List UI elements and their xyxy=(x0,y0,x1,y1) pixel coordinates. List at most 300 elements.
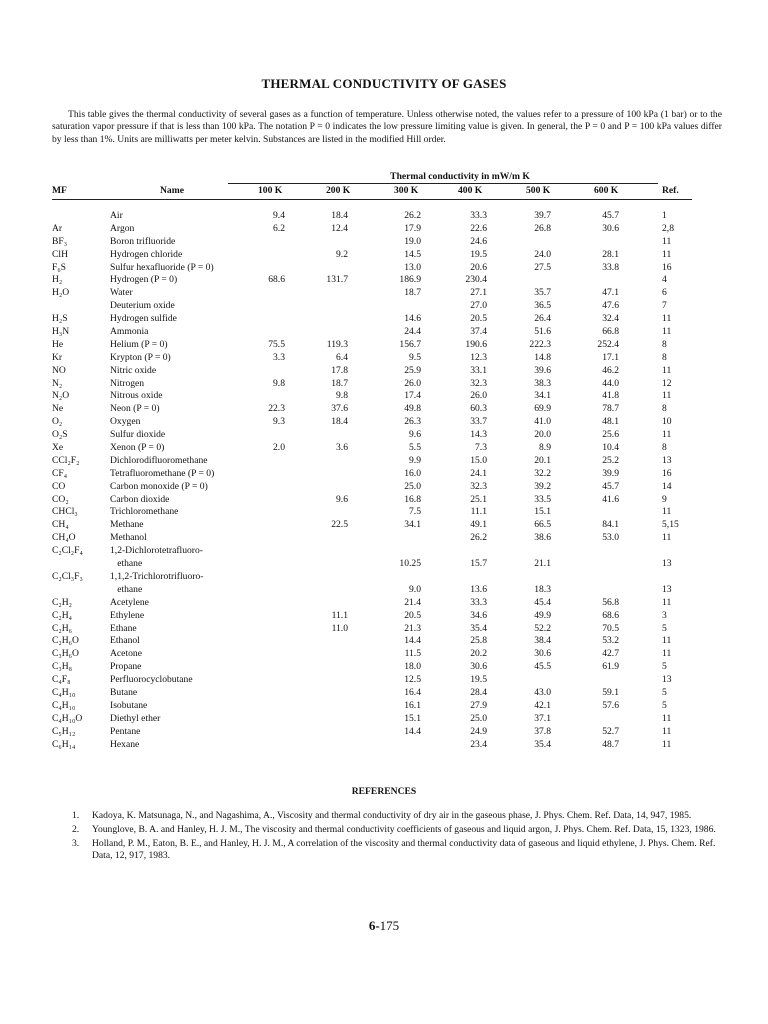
value-100k: 9.3 xyxy=(273,416,285,428)
row-ref: 12 xyxy=(662,377,672,389)
value-200k: 18.4 xyxy=(331,210,348,221)
row-formula: Ne xyxy=(52,403,64,415)
row-name: Methane xyxy=(110,519,144,531)
value-100k: 9.8 xyxy=(273,377,285,389)
table-row xyxy=(0,390,768,403)
value-400k: 27.0 xyxy=(470,300,487,312)
row-name: Ammonia xyxy=(110,326,149,338)
row-name: Helium (P = 0) xyxy=(110,338,168,350)
table-row xyxy=(0,300,768,313)
row-formula: C₄H₁₀ xyxy=(52,686,76,698)
value-400k: 37.4 xyxy=(470,326,487,338)
value-400k: 27.9 xyxy=(470,699,487,711)
row-name: Hydrogen chloride xyxy=(110,248,183,260)
references-list xyxy=(72,810,722,864)
row-name: Sulfur hexafluoride (P = 0) xyxy=(110,261,214,273)
value-600k: 44.0 xyxy=(602,377,619,389)
value-300k: 7.5 xyxy=(409,506,421,518)
row-ref: 8 xyxy=(662,403,667,415)
value-400k: 22.6 xyxy=(470,222,487,234)
table-row xyxy=(0,713,768,726)
value-200k: 18.7 xyxy=(331,377,348,389)
row-formula: CCl₂F₂ xyxy=(52,454,80,466)
value-300k: 26.3 xyxy=(404,416,421,428)
row-formula: C₂H₆ xyxy=(52,622,73,634)
value-500k: 49.9 xyxy=(534,609,551,621)
value-600k: 57.6 xyxy=(602,699,619,711)
table-row xyxy=(0,262,768,275)
value-300k: 16.0 xyxy=(404,467,421,479)
row-ref: 8 xyxy=(662,351,667,363)
table-row xyxy=(0,326,768,339)
row-ref: 11 xyxy=(662,248,672,260)
value-400k: 60.3 xyxy=(470,403,487,415)
value-500k: 38.4 xyxy=(534,635,551,647)
value-500k: 51.6 xyxy=(534,326,551,338)
value-100k: 2.0 xyxy=(273,442,285,454)
row-ref: 11 xyxy=(662,326,672,338)
table-row xyxy=(0,494,768,507)
reference-text: Holland, P. M., Eaton, B. E., and Hanley, H. J. M., A correlation of the viscosity and thermal conductivity data of gaseous and liquid ethylene, J. Phys. Chem. Ref. Data, 12, 917, 1983. xyxy=(92,837,716,862)
row-name: Methanol xyxy=(110,532,147,544)
value-300k: 13.0 xyxy=(404,261,421,273)
row-name: Tetrafluoromethane (P = 0) xyxy=(110,467,215,479)
table-row xyxy=(0,429,768,442)
value-400k: 24.1 xyxy=(470,467,487,479)
value-600k: 52.7 xyxy=(602,725,619,737)
row-ref: 11 xyxy=(662,313,672,325)
row-ref: 13 xyxy=(662,674,672,686)
table-row xyxy=(0,313,768,326)
table-row xyxy=(0,274,768,287)
row-formula: CHCl₃ xyxy=(52,506,78,518)
value-600k: 59.1 xyxy=(602,686,619,698)
value-400k: 15.7 xyxy=(470,558,487,570)
value-300k: 21.3 xyxy=(404,622,421,634)
row-name: Krypton (P = 0) xyxy=(110,351,171,363)
row-name: Acetone xyxy=(110,648,142,660)
value-300k: 9.5 xyxy=(409,351,421,363)
value-600k: 25.6 xyxy=(602,429,619,441)
row-ref: 6 xyxy=(662,287,667,299)
value-300k: 18.7 xyxy=(404,287,421,299)
row-name: Dichlorodifluoromethane xyxy=(110,454,208,466)
value-400k: 20.5 xyxy=(470,313,487,325)
value-500k: 15.1 xyxy=(534,506,551,518)
value-200k: 11.0 xyxy=(331,622,348,634)
value-300k: 26.0 xyxy=(404,377,421,389)
value-400k: 33.7 xyxy=(470,416,487,428)
row-formula: C₂Cl₃F₃ xyxy=(52,570,83,582)
row-name: Boron trifluoride xyxy=(110,235,176,247)
value-300k: 5.5 xyxy=(409,442,421,454)
row-formula: CO₂ xyxy=(52,493,69,505)
value-600k: 45.7 xyxy=(602,480,619,492)
value-200k: 9.6 xyxy=(336,493,348,505)
row-name: Water xyxy=(110,287,133,299)
row-formula: Xe xyxy=(52,442,64,454)
value-200k: 37.6 xyxy=(331,403,348,415)
row-formula: C₄F₈ xyxy=(52,674,71,686)
value-300k: 34.1 xyxy=(404,519,421,531)
row-name: Sulfur dioxide xyxy=(110,429,166,441)
row-ref: 11 xyxy=(662,635,672,647)
table-row xyxy=(0,378,768,391)
row-ref: 13 xyxy=(662,583,672,595)
value-300k: 16.1 xyxy=(404,699,421,711)
value-300k: 186.9 xyxy=(399,274,421,286)
page-number xyxy=(0,918,768,934)
table-row xyxy=(0,674,768,687)
row-name: Diethyl ether xyxy=(110,712,161,724)
value-500k: 33.5 xyxy=(534,493,551,505)
value-400k: 27.1 xyxy=(470,287,487,299)
value-500k: 20.0 xyxy=(534,429,551,441)
value-400k: 23.4 xyxy=(470,738,487,750)
value-300k: 10.25 xyxy=(399,558,421,570)
row-ref: 5 xyxy=(662,661,667,673)
row-ref: 3 xyxy=(662,609,667,621)
row-ref: 13 xyxy=(662,558,672,570)
table-row xyxy=(0,455,768,468)
value-400k: 26.2 xyxy=(470,532,487,544)
value-300k: 17.9 xyxy=(404,222,421,234)
value-200k: 9.2 xyxy=(336,248,348,260)
header-400k: 400 K xyxy=(458,185,483,196)
value-100k: 3.3 xyxy=(273,351,285,363)
value-400k: 30.6 xyxy=(470,661,487,673)
row-formula: NO xyxy=(52,364,66,376)
column-group-heading: Thermal conductivity in mW/m K xyxy=(390,171,530,182)
row-name: Xenon (P = 0) xyxy=(110,442,165,454)
value-200k: 6.4 xyxy=(336,351,348,363)
group-heading-rule xyxy=(228,183,658,184)
row-formula: ClH xyxy=(52,248,68,260)
value-200k: 17.8 xyxy=(331,364,348,376)
row-formula: C₂H₆O xyxy=(52,635,79,647)
row-name: Argon xyxy=(110,222,135,234)
row-formula: CF₄ xyxy=(52,467,68,479)
value-300k: 15.1 xyxy=(404,712,421,724)
value-400k: 19.5 xyxy=(470,674,487,686)
value-100k: 9.4 xyxy=(273,210,285,221)
value-400k: 230.4 xyxy=(465,274,487,286)
value-100k: 68.6 xyxy=(268,274,285,286)
table-row xyxy=(0,635,768,648)
row-formula: CH₄ xyxy=(52,519,69,531)
value-500k: 39.2 xyxy=(534,480,551,492)
value-400k: 13.6 xyxy=(470,583,487,595)
reference-item xyxy=(72,810,722,823)
value-400k: 25.8 xyxy=(470,635,487,647)
row-formula: CO xyxy=(52,480,66,492)
row-formula: F₆S xyxy=(52,261,67,273)
row-name: Oxygen xyxy=(110,416,141,428)
value-100k: 22.3 xyxy=(268,403,285,415)
table-body xyxy=(0,210,768,751)
table-row xyxy=(0,352,768,365)
table-row xyxy=(0,739,768,752)
value-500k: 34.1 xyxy=(534,390,551,402)
reference-number: 1. xyxy=(72,810,80,821)
row-ref: 11 xyxy=(662,506,672,518)
row-formula: C₃H₈ xyxy=(52,661,73,673)
table-row xyxy=(0,365,768,378)
row-name: ethane xyxy=(110,583,143,595)
row-name: Carbon dioxide xyxy=(110,493,170,505)
row-name: Hydrogen (P = 0) xyxy=(110,274,178,286)
row-name: 1,1,2-Trichlorotrifluoro- xyxy=(110,570,204,582)
value-200k: 18.4 xyxy=(331,416,348,428)
page-number-chapter: 6- xyxy=(368,918,380,933)
value-200k: 12.4 xyxy=(331,222,348,234)
value-500k: 26.4 xyxy=(534,313,551,325)
references-title: REFERENCES xyxy=(351,786,417,797)
value-500k: 41.0 xyxy=(534,416,551,428)
row-formula: C₂H₂ xyxy=(52,596,73,608)
value-600k: 41.8 xyxy=(602,390,619,402)
value-600k: 78.7 xyxy=(602,403,619,415)
table-row xyxy=(0,339,768,352)
row-formula: O₂ xyxy=(52,416,63,428)
row-ref: 13 xyxy=(662,454,672,466)
table-row xyxy=(0,236,768,249)
table-row xyxy=(0,661,768,674)
row-name: 1,2-Dichlorotetrafluoro- xyxy=(110,545,203,557)
table-row xyxy=(0,403,768,416)
row-ref: 11 xyxy=(662,390,672,402)
value-400k: 20.6 xyxy=(470,261,487,273)
row-formula: C₂H₄ xyxy=(52,609,73,621)
value-600k: 10.4 xyxy=(602,442,619,454)
row-name: Hydrogen sulfide xyxy=(110,313,177,325)
value-300k: 11.5 xyxy=(404,648,421,660)
value-300k: 9.6 xyxy=(409,429,421,441)
value-600k: 53.0 xyxy=(602,532,619,544)
value-500k: 222.3 xyxy=(529,338,551,350)
row-name: Trichloromethane xyxy=(110,506,179,518)
row-ref: 9 xyxy=(662,493,667,505)
row-formula: H₂O xyxy=(52,287,70,299)
table-row xyxy=(0,584,768,597)
value-300k: 19.0 xyxy=(404,235,421,247)
row-formula: C₂Cl₂F₄ xyxy=(52,545,83,557)
reference-text: Younglove, B. A. and Hanley, H. J. M., The viscosity and thermal conductivity coefficients of gaseous and liquid argon, J. Phys. Chem. Ref. Data, 15, 1323, 1986. xyxy=(92,823,716,835)
row-ref: 14 xyxy=(662,480,672,492)
header-ref: Ref. xyxy=(662,185,679,196)
value-500k: 24.0 xyxy=(534,248,551,260)
value-300k: 14.6 xyxy=(404,313,421,325)
table-row xyxy=(0,623,768,636)
value-600k: 45.7 xyxy=(602,210,619,221)
value-300k: 21.4 xyxy=(404,596,421,608)
row-ref: 11 xyxy=(662,648,672,660)
row-ref: 4 xyxy=(662,274,667,286)
table-row xyxy=(0,481,768,494)
value-400k: 24.6 xyxy=(470,235,487,247)
value-600k: 42.7 xyxy=(602,648,619,660)
row-ref: 7 xyxy=(662,300,667,312)
row-name: Perfluorocyclobutane xyxy=(110,674,193,686)
row-formula: H₃N xyxy=(52,326,70,338)
value-400k: 33.3 xyxy=(470,210,487,221)
row-ref: 11 xyxy=(662,725,672,737)
value-500k: 43.0 xyxy=(534,686,551,698)
table-row xyxy=(0,571,768,584)
row-ref: 11 xyxy=(662,364,672,376)
row-ref: 5 xyxy=(662,686,667,698)
value-400k: 7.3 xyxy=(475,442,487,454)
value-300k: 14.5 xyxy=(404,248,421,260)
row-formula: Ar xyxy=(52,222,63,234)
value-500k: 37.8 xyxy=(534,725,551,737)
row-name: Carbon monoxide (P = 0) xyxy=(110,480,208,492)
value-600k: 84.1 xyxy=(602,519,619,531)
value-500k: 27.5 xyxy=(534,261,551,273)
value-600k: 32.4 xyxy=(602,313,619,325)
row-formula: H₂S xyxy=(52,313,68,325)
value-200k: 131.7 xyxy=(326,274,348,286)
value-400k: 20.2 xyxy=(470,648,487,660)
value-600k: 252.4 xyxy=(597,338,619,350)
value-400k: 25.1 xyxy=(470,493,487,505)
row-ref: 16 xyxy=(662,261,672,273)
value-500k: 45.5 xyxy=(534,661,551,673)
value-500k: 37.1 xyxy=(534,712,551,724)
row-ref: 5,15 xyxy=(662,519,679,531)
value-600k: 47.1 xyxy=(602,287,619,299)
table-row xyxy=(0,610,768,623)
value-400k: 25.0 xyxy=(470,712,487,724)
table-row xyxy=(0,416,768,429)
row-ref: 8 xyxy=(662,442,667,454)
row-formula: C₆H₁₄ xyxy=(52,738,76,750)
table-row xyxy=(0,532,768,545)
value-400k: 26.0 xyxy=(470,390,487,402)
value-100k: 75.5 xyxy=(268,338,285,350)
value-600k: 68.6 xyxy=(602,609,619,621)
value-600k: 61.9 xyxy=(602,661,619,673)
value-300k: 9.9 xyxy=(409,454,421,466)
row-formula: BF₃ xyxy=(52,235,68,247)
value-500k: 18.3 xyxy=(534,583,551,595)
table-row xyxy=(0,287,768,300)
row-formula: O₂S xyxy=(52,429,68,441)
page-title: THERMAL CONDUCTIVITY OF GASES xyxy=(261,76,507,91)
value-500k: 38.6 xyxy=(534,532,551,544)
value-600k: 30.6 xyxy=(602,222,619,234)
reference-number: 2. xyxy=(72,823,80,835)
value-500k: 39.7 xyxy=(534,210,551,221)
value-600k: 39.9 xyxy=(602,467,619,479)
value-600k: 66.8 xyxy=(602,326,619,338)
row-ref: 11 xyxy=(662,429,672,441)
value-600k: 48.1 xyxy=(602,416,619,428)
table-row xyxy=(0,726,768,739)
value-300k: 25.0 xyxy=(404,480,421,492)
value-500k: 35.7 xyxy=(534,287,551,299)
row-ref: 11 xyxy=(662,532,672,544)
table-row xyxy=(0,442,768,455)
value-500k: 26.8 xyxy=(534,222,551,234)
table-row xyxy=(0,648,768,661)
value-600k: 48.7 xyxy=(602,738,619,750)
row-formula: C₃H₆O xyxy=(52,648,79,660)
row-name: Pentane xyxy=(110,725,141,737)
value-500k: 39.6 xyxy=(534,364,551,376)
value-400k: 28.4 xyxy=(470,686,487,698)
value-300k: 9.0 xyxy=(409,583,421,595)
value-500k: 20.1 xyxy=(534,454,551,466)
row-name: Nitric oxide xyxy=(110,364,157,376)
header-rule xyxy=(52,199,692,200)
value-400k: 12.3 xyxy=(470,351,487,363)
row-ref: 1 xyxy=(662,210,667,221)
value-300k: 12.5 xyxy=(404,674,421,686)
value-500k: 36.5 xyxy=(534,300,551,312)
value-200k: 3.6 xyxy=(336,442,348,454)
table-row xyxy=(0,210,768,223)
reference-text: Kadoya, K. Matsunaga, N., and Nagashima, A., Viscosity and thermal conductivity of dry air in the gaseous phase, J. Phys. Chem. Ref. Data, 14, 947, 1985. xyxy=(92,810,692,821)
reference-item xyxy=(72,824,722,837)
table-row xyxy=(0,223,768,236)
value-300k: 16.4 xyxy=(404,686,421,698)
value-300k: 14.4 xyxy=(404,635,421,647)
value-400k: 15.0 xyxy=(470,454,487,466)
value-300k: 26.2 xyxy=(404,210,421,221)
value-400k: 33.3 xyxy=(470,596,487,608)
value-300k: 25.9 xyxy=(404,364,421,376)
row-ref: 2,8 xyxy=(662,222,674,234)
header-600k: 600 K xyxy=(594,185,619,196)
intro-paragraph: This table gives the thermal conductivity of several gases as a function of temperature. Unless otherwise noted, the values refer to a pressure of 100 kPa (1 bar) or to the saturation vapor pressure if that is less than 100 kPa. The notation P = 0 indicates the low pressure limiting value is given. In general, the P = 0 and P = 100 kPa values differ by less than 1%. Units are milliwatts per meter kelvin. Substances are listed in the modified Hill order. xyxy=(52,109,722,145)
table-row xyxy=(0,249,768,262)
header-name: Name xyxy=(160,185,184,196)
row-ref: 5 xyxy=(662,699,667,711)
value-500k: 38.3 xyxy=(534,377,551,389)
value-100k: 6.2 xyxy=(273,222,285,234)
value-300k: 16.8 xyxy=(404,493,421,505)
row-formula: N₂ xyxy=(52,377,63,389)
value-600k: 41.6 xyxy=(602,493,619,505)
value-600k: 46.2 xyxy=(602,364,619,376)
row-formula: He xyxy=(52,338,64,350)
row-formula: Kr xyxy=(52,351,63,363)
row-ref: 5 xyxy=(662,622,667,634)
row-formula: C₅H₁₂ xyxy=(52,725,76,737)
value-600k: 47.6 xyxy=(602,300,619,312)
row-name: Isobutane xyxy=(110,699,148,711)
value-400k: 190.6 xyxy=(465,338,487,350)
value-600k: 33.8 xyxy=(602,261,619,273)
row-formula: C₄H₁₀ xyxy=(52,699,76,711)
value-200k: 11.1 xyxy=(331,609,348,621)
row-ref: 16 xyxy=(662,467,672,479)
value-500k: 45.4 xyxy=(534,596,551,608)
row-name: Butane xyxy=(110,686,138,698)
value-500k: 14.8 xyxy=(534,351,551,363)
value-200k: 9.8 xyxy=(336,390,348,402)
table-row xyxy=(0,700,768,713)
value-300k: 20.5 xyxy=(404,609,421,621)
value-400k: 35.4 xyxy=(470,622,487,634)
row-name: Ethylene xyxy=(110,609,145,621)
value-500k: 8.9 xyxy=(539,442,551,454)
header-200k: 200 K xyxy=(326,185,351,196)
value-600k: 25.2 xyxy=(602,454,619,466)
value-300k: 24.4 xyxy=(404,326,421,338)
value-400k: 32.3 xyxy=(470,480,487,492)
